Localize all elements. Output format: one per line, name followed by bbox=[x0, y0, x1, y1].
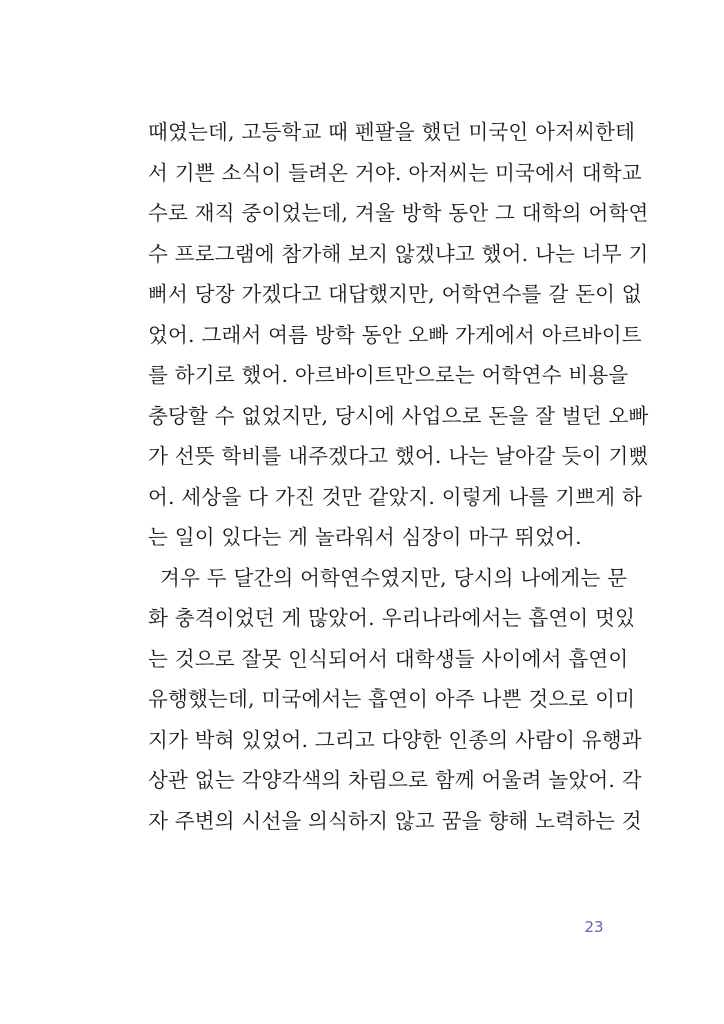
text-line: 를 하기로 했어. 아르바이트만으로는 어학연수 비용을 bbox=[148, 363, 629, 387]
text-line: 가 선뜻 학비를 내주겠다고 했어. 나는 날아갈 듯이 기뻤 bbox=[148, 444, 649, 468]
text-line: 었어. 그래서 여름 방학 동안 오빠 가게에서 아르바이트 bbox=[148, 322, 642, 347]
body-text bbox=[148, 112, 649, 841]
text-line: 화 충격이었던 게 많았어. 우리나라에서는 흡연이 멋있 bbox=[148, 606, 636, 630]
text-line: 뻐서 당장 가겠다고 대답했지만, 어학연수를 갈 돈이 없 bbox=[148, 282, 642, 306]
text-line: 겨우 두 달간의 어학연수였지만, 당시의 나에게는 문 bbox=[160, 565, 628, 590]
text-line: 는 일이 있다는 게 놀라워서 심장이 마구 뛰었어. bbox=[148, 525, 582, 549]
text-line: 어. 세상을 다 가진 것만 같았지. 이렇게 나를 기쁘게 하 bbox=[148, 484, 642, 509]
text-line: 충당할 수 없었지만, 당시에 사업으로 돈을 잘 벌던 오빠 bbox=[148, 403, 649, 428]
page-number: 23 bbox=[584, 918, 604, 936]
text-line: 지가 박혀 있었어. 그리고 다양한 인종의 사람이 유행과 bbox=[148, 727, 642, 752]
text-line: 수 프로그램에 참가해 보지 않겠냐고 했어. 나는 너무 기 bbox=[148, 241, 649, 266]
text-line: 상관 없는 각양각색의 차림으로 함께 어울려 놀았어. 각 bbox=[148, 768, 642, 792]
text-line: 서 기쁜 소식이 들려온 거야. 아저씨는 미국에서 대학교 bbox=[148, 160, 642, 185]
text-line: 때였는데, 고등학교 때 펜팔을 했던 미국인 아저씨한테 bbox=[148, 120, 636, 144]
text-line: 수로 재직 중이었는데, 겨울 방학 동안 그 대학의 어학연 bbox=[148, 201, 649, 225]
text-line: 유행했는데, 미국에서는 흡연이 아주 나쁜 것으로 이미 bbox=[148, 687, 636, 711]
text-line: 는 것으로 잘못 인식되어서 대학생들 사이에서 흡연이 bbox=[148, 646, 629, 671]
text-line: 자 주변의 시선을 의식하지 않고 꿈을 향해 노력하는 것 bbox=[148, 808, 642, 833]
